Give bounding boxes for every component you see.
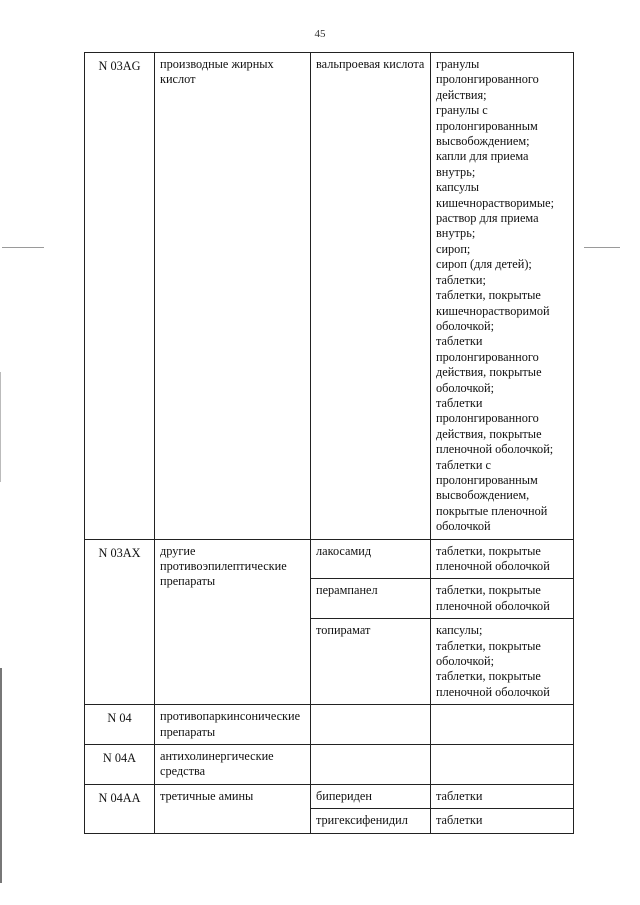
drug-name-cell: тригексифенидил bbox=[311, 809, 431, 833]
dosage-forms-cell bbox=[431, 784, 574, 808]
dosage-form: сироп (для детей); bbox=[436, 257, 532, 272]
dosage-forms-cell bbox=[431, 809, 574, 833]
dosage-forms-cell bbox=[431, 53, 574, 540]
drug-name-cell: топирамат bbox=[311, 619, 431, 705]
drug-table bbox=[84, 52, 574, 834]
atc-code-cell: N 04 bbox=[85, 705, 155, 745]
atc-group-cell: противопаркинсонические препараты bbox=[155, 705, 311, 745]
atc-group-cell: другие противоэпилептические препараты bbox=[155, 539, 311, 705]
dosage-form: таблетки пролонгированного действия, покрытые оболочкой; bbox=[436, 334, 542, 395]
table-row bbox=[85, 539, 574, 579]
dosage-form: гранулы с пролонгированным высвобождением; bbox=[436, 103, 538, 149]
dosage-form: таблетки; bbox=[436, 272, 486, 287]
dosage-forms-cell bbox=[431, 539, 574, 579]
drug-name-cell: перампанел bbox=[311, 579, 431, 619]
dosage-form: таблетки bbox=[436, 813, 483, 828]
dosage-forms-cell bbox=[431, 705, 574, 745]
page-number: 45 bbox=[314, 28, 326, 40]
atc-code-cell: N 03AG bbox=[85, 53, 155, 540]
dosage-forms-cell bbox=[431, 745, 574, 785]
scan-edge-mark bbox=[0, 668, 2, 883]
atc-group-cell: антихолинергические средства bbox=[155, 745, 311, 785]
dosage-form: таблетки, покрытые пленочной оболочкой bbox=[436, 669, 550, 699]
dosage-form: таблетки, покрытые оболочкой; bbox=[436, 638, 541, 669]
dosage-forms-cell bbox=[431, 579, 574, 619]
drug-name-cell: вальпроевая кислота bbox=[311, 53, 431, 540]
scan-edge-mark-top bbox=[0, 372, 1, 482]
dosage-form: капли для приема внутрь; bbox=[436, 149, 529, 179]
dosage-form: таблетки, покрытые пленочной оболочкой bbox=[436, 583, 550, 613]
dosage-form: таблетки bbox=[436, 788, 483, 803]
atc-group-cell: третичные амины bbox=[155, 784, 311, 833]
drug-name-cell bbox=[311, 745, 431, 785]
dosage-forms-cell bbox=[431, 619, 574, 705]
atc-group-cell: производные жирных кислот bbox=[155, 53, 311, 540]
dosage-form: таблетки, покрытые кишечнорастворимой оболочкой; bbox=[436, 288, 550, 333]
fold-line-right bbox=[584, 247, 620, 248]
atc-code-cell: N 03AX bbox=[85, 539, 155, 705]
table-row bbox=[85, 784, 574, 808]
dosage-form: капсулы; bbox=[436, 623, 483, 638]
dosage-form: таблетки, покрытые пленочной оболочкой bbox=[436, 543, 550, 573]
table-row bbox=[85, 745, 574, 785]
dosage-form: сироп; bbox=[436, 241, 471, 256]
dosage-form: раствор для приема внутрь; bbox=[436, 211, 539, 241]
dosage-form: капсулы кишечнорастворимые; bbox=[436, 180, 555, 210]
dosage-form: гранулы пролонгированного действия; bbox=[436, 57, 539, 102]
dosage-form: таблетки с пролонгированным высвобождением, покрытые пленочной оболочкой bbox=[436, 457, 548, 534]
drug-name-cell bbox=[311, 705, 431, 745]
drug-name-cell: лакосамид bbox=[311, 539, 431, 579]
drug-name-cell: бипериден bbox=[311, 784, 431, 808]
dosage-form: таблетки пролонгированного действия, покрытые пленочной оболочкой; bbox=[436, 395, 554, 457]
table-row bbox=[85, 53, 574, 540]
atc-code-cell: N 04AA bbox=[85, 784, 155, 833]
fold-line-left bbox=[2, 247, 44, 248]
table-row bbox=[85, 705, 574, 745]
atc-code-cell: N 04A bbox=[85, 745, 155, 785]
